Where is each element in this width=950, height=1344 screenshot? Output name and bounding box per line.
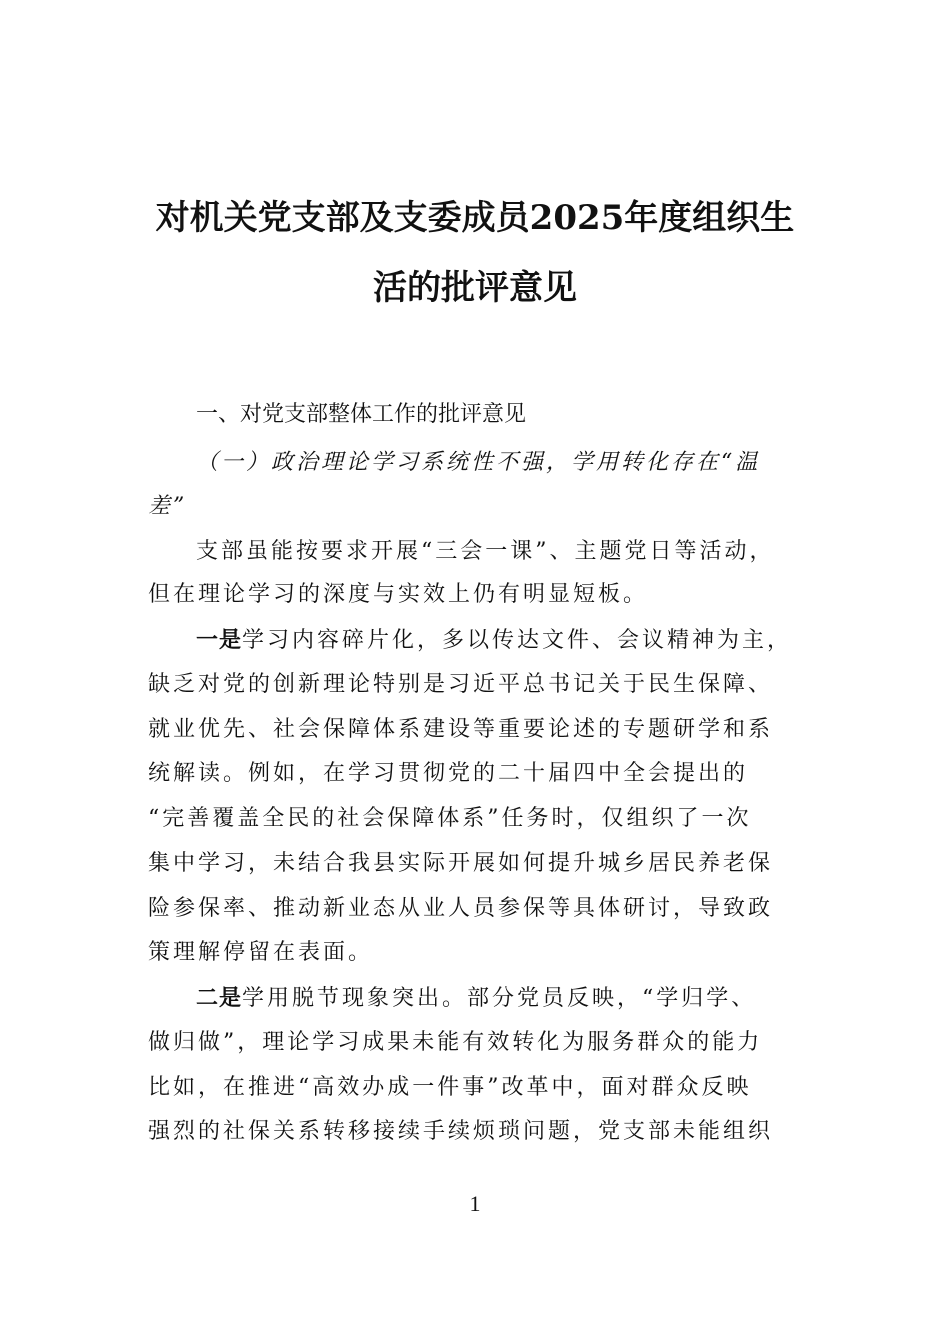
paragraph-line	[196, 626, 792, 656]
paragraph-text: 学习内容碎片化，多以传达文件、会议精神为主，	[242, 628, 793, 653]
paragraph-line: 集中学习，未结合我县实际开展如何提升城乡居民养老保	[148, 851, 774, 876]
paragraph-line: 就业优先、社会保障体系建设等重要论述的专题研学和系	[148, 717, 774, 742]
paragraph-line	[196, 984, 756, 1014]
paragraph-line: 支部虽能按要求开展“三会一课”、主题党日等活动，	[196, 539, 775, 564]
paragraph-line: 比如，在推进“高效办成一件事”改革中，面对群众反映	[148, 1075, 752, 1100]
point-lead: 二是	[196, 986, 243, 1011]
paragraph-line: 统解读。例如，在学习贯彻党的二十届四中全会提出的	[148, 761, 749, 786]
point-lead: 一是	[196, 628, 243, 653]
paragraph-line: 策理解停留在表面。	[148, 940, 374, 965]
subsection-heading-line-1: （一）政治理论学习系统性不强，学用转化存在“温	[196, 450, 761, 475]
section-heading: 一、对党支部整体工作的批评意见	[196, 402, 527, 427]
paragraph-line: 险参保率、推动新业态从业人员参保等具体研讨，导致政	[148, 896, 774, 921]
page-number: 1	[469, 1191, 481, 1216]
document-title-line-2: 活的批评意见	[373, 268, 577, 308]
subsection-heading-line-2: 差”	[148, 494, 188, 519]
paragraph-text: 学用脱节现象突出。部分党员反映，“学归学、	[242, 986, 757, 1011]
paragraph-line: 做归做”，理论学习成果未能有效转化为服务群众的能力	[148, 1030, 763, 1055]
paragraph-line: 强烈的社保关系转移接续手续烦琐问题，党支部未能组织	[148, 1119, 774, 1144]
paragraph-line: 但在理论学习的深度与实效上仍有明显短板。	[148, 582, 649, 607]
paragraph-line: 缺乏对党的创新理论特别是习近平总书记关于民生保障、	[148, 672, 774, 697]
paragraph-line: “完善覆盖全民的社会保障体系”任务时，仅组织了一次	[148, 806, 752, 831]
document-title-line-1: 对机关党支部及支委成员2025年度组织生	[155, 198, 795, 238]
